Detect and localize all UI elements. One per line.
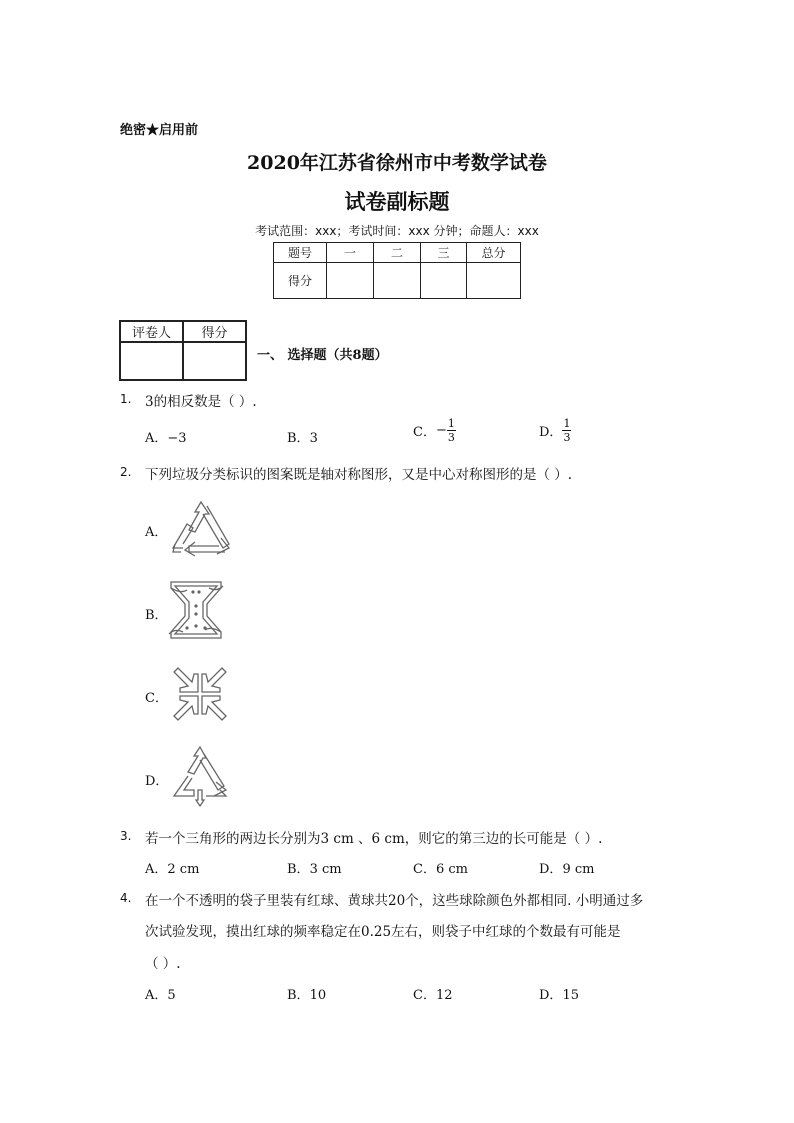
option-label: C． <box>413 425 436 440</box>
option-value: −3 <box>167 431 187 446</box>
option-value: 3 cm <box>309 862 342 877</box>
option-label: D． <box>539 988 563 1003</box>
option-d[interactable] <box>539 417 571 444</box>
fraction <box>447 417 456 444</box>
option-label: A． <box>145 988 168 1003</box>
exam-info: 考试范围：xxx；考试时间：xxx 分钟；命题人：xxx <box>255 224 539 238</box>
option-d[interactable] <box>145 770 168 789</box>
question-text: 若一个三角形的两边长分别为3 cm 、6 cm，则它的第三边的长可能是（ ）. <box>145 831 603 847</box>
option-value: 6 cm <box>435 862 468 877</box>
question-text-line: （ ）. <box>145 956 181 972</box>
option-b[interactable] <box>287 984 326 1003</box>
question-text-line: 在一个不透明的袋子里装有红球、黄球共20个，这些球除颜色外都相同. 小明通过多 <box>145 893 644 909</box>
section-heading: 一、 选择题（共8题） <box>257 348 388 363</box>
option-value: 12 <box>435 988 453 1003</box>
option-value: 2 cm <box>167 862 200 877</box>
option-label: B． <box>287 431 310 446</box>
option-a[interactable] <box>145 984 176 1003</box>
option-label: A． <box>145 525 168 540</box>
question-number: 4. <box>120 891 132 905</box>
option-value: 5 <box>167 988 176 1003</box>
score-cell[interactable] <box>421 263 467 299</box>
score-header-cell: 一 <box>327 243 374 263</box>
score-cell[interactable] <box>467 263 521 299</box>
option-value: 3 <box>309 431 318 446</box>
option-a[interactable] <box>145 521 167 540</box>
option-label: C． <box>145 691 168 706</box>
option-label: D． <box>539 425 563 440</box>
reviewer-score-cell[interactable] <box>183 342 246 380</box>
option-value: 15 <box>562 988 579 1003</box>
option-value: 9 cm <box>562 862 595 877</box>
option-a[interactable] <box>145 858 199 877</box>
option-label: C． <box>413 862 436 877</box>
option-c[interactable] <box>145 687 168 706</box>
question-number: 2. <box>120 465 132 479</box>
secret-label: 绝密★启用前 <box>120 123 199 138</box>
reviewer-cell[interactable] <box>120 342 183 380</box>
option-a[interactable] <box>145 427 187 446</box>
option-label: A． <box>145 862 168 877</box>
question-number: 1. <box>120 392 132 406</box>
score-header-cell: 二 <box>374 243 421 263</box>
score-header-cell: 总分 <box>467 243 521 263</box>
option-label: B． <box>145 608 168 623</box>
reviewer-table <box>119 320 247 381</box>
question-text-line: 次试验发现，摸出红球的频率稳定在0.25左右，则袋子中红球的个数最有可能是 <box>145 924 621 940</box>
option-prefix: − <box>435 423 447 438</box>
option-c[interactable] <box>413 984 453 1003</box>
option-c[interactable] <box>413 858 468 877</box>
score-cell[interactable] <box>374 263 421 299</box>
score-table <box>273 242 521 299</box>
score-cell[interactable] <box>327 263 374 299</box>
option-value: 10 <box>309 988 327 1003</box>
recycle-triangle-icon <box>169 498 233 558</box>
score-header-cell: 三 <box>421 243 467 263</box>
score-header-cell: 题号 <box>274 243 327 263</box>
reviewer-header-cell: 得分 <box>183 321 246 342</box>
fraction <box>562 417 571 444</box>
tree-arrows-icon <box>168 744 232 808</box>
question-number: 3. <box>120 829 132 843</box>
question-text: 下列垃圾分类标识的图案既是轴对称图形，又是中心对称图形的是（ ）. <box>145 467 573 483</box>
hourglass-bin-icon <box>167 578 225 642</box>
option-label: C． <box>413 988 436 1003</box>
option-label: A． <box>145 431 168 446</box>
option-d[interactable] <box>539 858 594 877</box>
exam-subtitle: 试卷副标题 <box>344 189 450 214</box>
option-label: D． <box>145 774 169 789</box>
reviewer-header-cell: 评卷人 <box>120 321 183 342</box>
option-label: B． <box>287 862 310 877</box>
option-label: B． <box>287 988 310 1003</box>
option-b[interactable] <box>145 604 168 623</box>
option-c[interactable] <box>413 417 456 444</box>
score-row-label: 得分 <box>274 263 327 299</box>
option-d[interactable] <box>539 984 579 1003</box>
fraction-denominator: 3 <box>447 431 455 444</box>
option-b[interactable] <box>287 427 318 446</box>
question-text: 3的相反数是（ ）. <box>145 394 257 410</box>
four-arrows-inward-icon <box>170 664 230 724</box>
option-b[interactable] <box>287 858 342 877</box>
option-label: D． <box>539 862 563 877</box>
exam-title: 2020年江苏省徐州市中考数学试卷 <box>247 152 547 174</box>
fraction-denominator: 3 <box>563 431 571 444</box>
fraction-numerator: 1 <box>447 417 455 430</box>
fraction-numerator: 1 <box>563 417 571 430</box>
